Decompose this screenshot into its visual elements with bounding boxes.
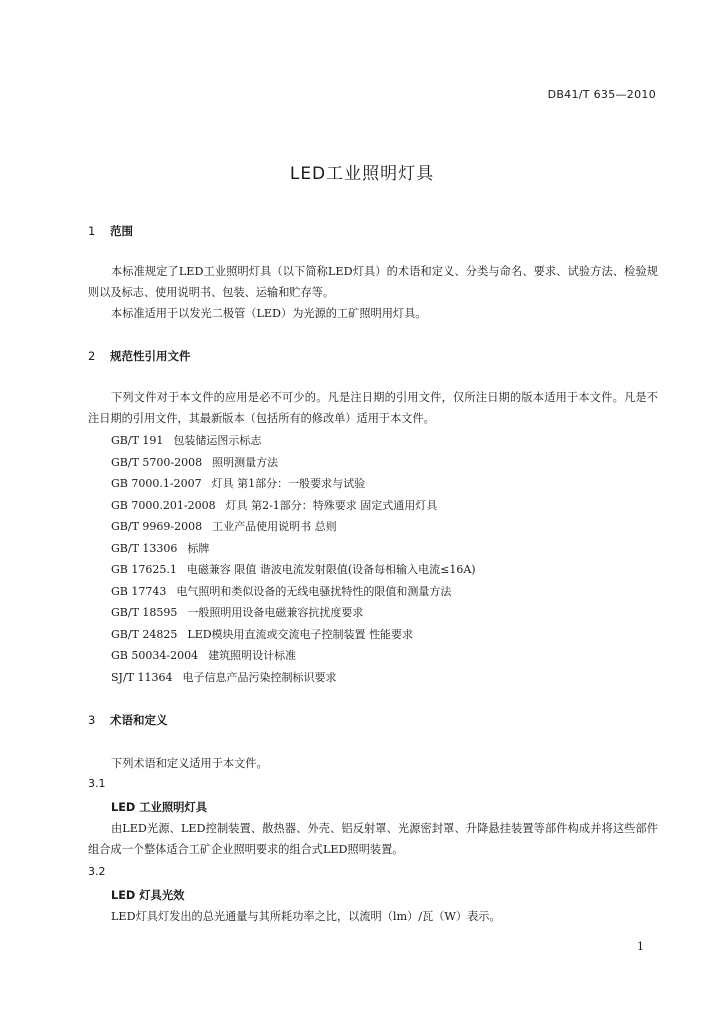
section-3-heading bbox=[88, 712, 168, 728]
document-title: LED工业照明灯具 bbox=[289, 164, 435, 184]
reference-item bbox=[111, 495, 476, 517]
reference-item bbox=[111, 430, 476, 452]
reference-code: GB/T 191 bbox=[111, 434, 164, 447]
section-1-paragraph-1: 本标准规定了LED工业照明灯具（以下简称LED灯具）的术语和定义、分类与命名、要求、试验方法、检验规则以及标志、使用说明书、包装、运输和贮存等。 bbox=[88, 265, 658, 299]
reference-item bbox=[111, 667, 476, 689]
reference-code: GB/T 5700-2008 bbox=[111, 455, 203, 469]
reference-code: GB/T 24825 bbox=[111, 627, 178, 641]
section-2-heading bbox=[88, 348, 191, 364]
section-3-intro: 下列术语和定义适用于本文件。 bbox=[111, 757, 268, 770]
reference-name: 照明测量方法 bbox=[212, 455, 279, 469]
term-definition: 由LED光源、LED控制装置、散热器、外壳、铝反射罩、光源密封罩、升降悬挂装置等部件构成并将这些部件组合成一个整体适合工矿企业照明要求的组合式LED照明装置。 bbox=[88, 822, 658, 856]
reference-name: 包装储运图示标志 bbox=[173, 434, 262, 447]
term-name: LED 灯具光效 bbox=[111, 889, 185, 902]
reference-code: GB 17625.1 bbox=[111, 563, 177, 576]
section-title: 范围 bbox=[110, 224, 134, 238]
reference-code: GB/T 13306 bbox=[111, 541, 178, 555]
reference-name: 标牌 bbox=[187, 541, 210, 555]
reference-code: GB/T 18595 bbox=[111, 606, 178, 619]
reference-name: 灯具 第1部分：一般要求与试验 bbox=[211, 477, 366, 490]
section-number: 1 bbox=[88, 224, 96, 238]
reference-item bbox=[111, 624, 476, 646]
reference-item bbox=[111, 581, 476, 603]
reference-code: SJ/T 11364 bbox=[111, 670, 173, 684]
reference-name: 灯具 第2-1部分：特殊要求 固定式通用灯具 bbox=[225, 498, 438, 512]
reference-item bbox=[111, 538, 476, 560]
reference-item bbox=[111, 516, 476, 538]
reference-item bbox=[111, 452, 476, 474]
reference-name: 建筑照明设计标准 bbox=[208, 649, 297, 662]
reference-name: 工业产品使用说明书 总则 bbox=[212, 520, 337, 533]
section-2-intro: 下列文件对于本文件的应用是必不可少的。凡是注日期的引用文件，仅所注日期的版本适用于本文件。凡是不注日期的引用文件，其最新版本（包括所有的修改单）适用于本文件。 bbox=[88, 391, 658, 425]
reference-name: LED模块用直流或交流电子控制装置 性能要求 bbox=[187, 627, 414, 641]
section-number: 2 bbox=[88, 349, 96, 363]
section-number: 3 bbox=[88, 713, 96, 727]
term-name: LED 工业照明灯具 bbox=[111, 801, 208, 814]
section-1-heading bbox=[88, 223, 133, 239]
page-number: 1 bbox=[637, 940, 644, 953]
reference-name: 电气照明和类似设备的无线电骚扰特性的限值和测量方法 bbox=[176, 584, 452, 598]
normative-references-list bbox=[111, 430, 476, 688]
reference-code: GB/T 9969-2008 bbox=[111, 520, 203, 533]
reference-item bbox=[111, 473, 476, 495]
term-definition: LED灯具灯发出的总光通量与其所耗功率之比，以流明（lm）/瓦（W）表示。 bbox=[111, 910, 501, 923]
reference-name: 一般照明用设备电磁兼容抗扰度要求 bbox=[187, 606, 364, 619]
reference-name: 电子信息产品污染控制标识要求 bbox=[182, 670, 337, 684]
term-number: 3.1 bbox=[88, 777, 106, 790]
reference-code: GB 7000.201-2008 bbox=[111, 498, 216, 512]
reference-code: GB 7000.1-2007 bbox=[111, 477, 202, 490]
reference-item bbox=[111, 645, 476, 667]
reference-code: GB 17743 bbox=[111, 584, 167, 598]
standard-code: DB41/T 635—2010 bbox=[547, 88, 656, 101]
term-number: 3.2 bbox=[88, 865, 106, 878]
section-title: 术语和定义 bbox=[110, 713, 168, 727]
reference-code: GB 50034-2004 bbox=[111, 649, 199, 662]
section-title: 规范性引用文件 bbox=[110, 349, 191, 363]
reference-item bbox=[111, 602, 476, 624]
reference-item bbox=[111, 559, 476, 581]
section-1-paragraph-2: 本标准适用于以发光二极管（LED）为光源的工矿照明用灯具。 bbox=[111, 307, 427, 320]
reference-name: 电磁兼容 限值 谐波电流发射限值(设备每相输入电流≤16A) bbox=[186, 563, 476, 576]
